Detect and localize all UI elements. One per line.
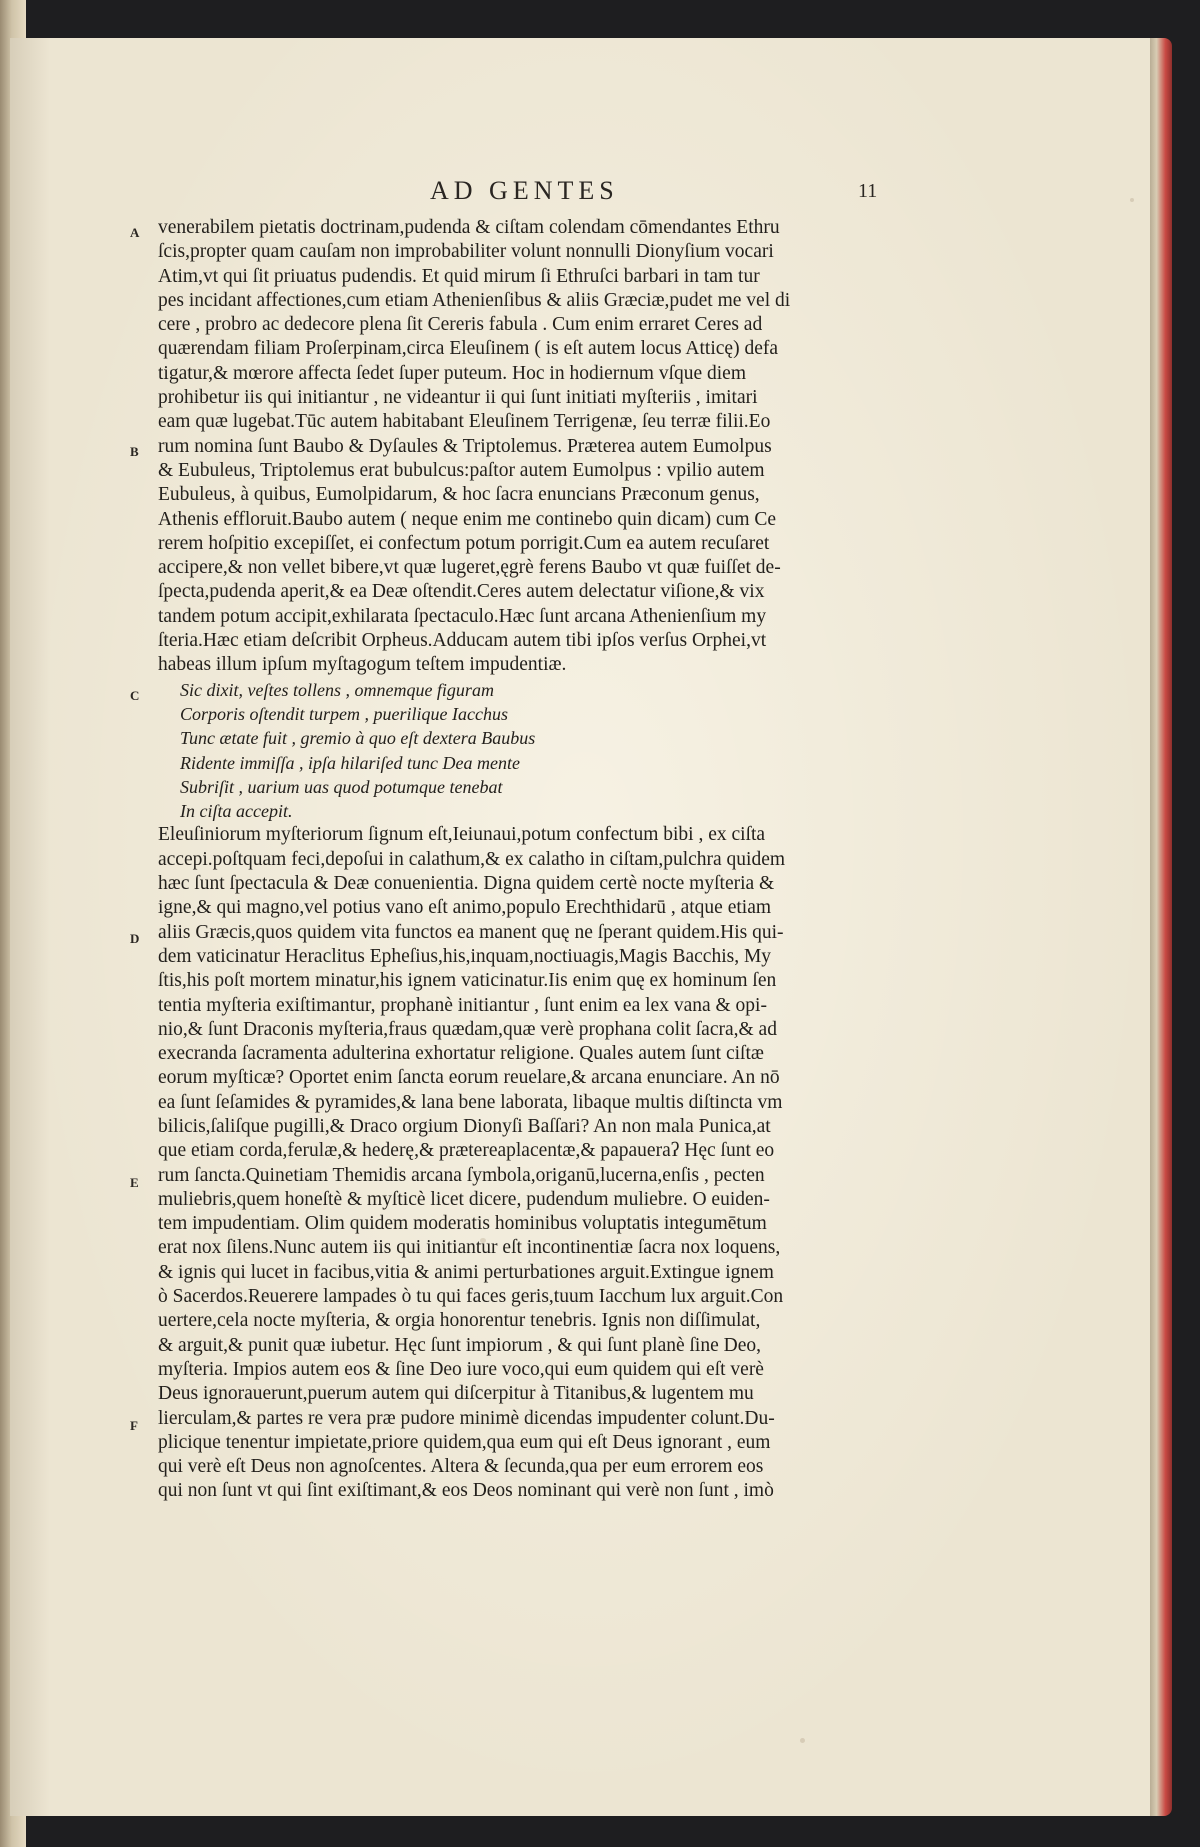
text-line: & arguit,& punit quæ iubetur. Hęc ſunt impiorum , & qui ſunt planè ſine Deo, [158, 1334, 761, 1356]
paper-spot [800, 1738, 805, 1743]
text-line: cere , probro ac dedecore plena ſit Cereris fabula . Cum enim erraret Ceres ad [158, 314, 763, 336]
text-line: tigatur,& mœrore affecta ſedet ſuper puteum. Hoc in hodiernum vſque diem [158, 362, 747, 384]
folio-number: 11 [858, 180, 878, 202]
text-line: aliis Græcis,quos quidem vita functos ea manent quę ne ſperant quidem.His qui- [158, 921, 784, 943]
paper-spot [1130, 198, 1134, 202]
text-line: pes incidant affectiones,cum etiam Athenienſibus & aliis Græciæ,pudet me vel di [158, 289, 791, 311]
text-line: qui verè eſt Deus non agnoſcentes. Altera & ſecunda,qua per eum errorem eos [158, 1456, 764, 1478]
text-line: Eubuleus, à quibus, Eumolpidarum, & hoc ſacra enuncians Præconum genus, [158, 484, 760, 506]
margin-marker-c: C [130, 688, 140, 703]
text-line: Deus ignorauerunt,puerum autem qui diſcerpitur à Titanibus,& lugentem mu [158, 1383, 754, 1405]
text-line: muliebris,quem honeſtè & myſticè licet dicere, pudendum muliebre. O euiden- [158, 1188, 770, 1210]
text-line: accipere,& non vellet bibere,vt quæ lugeret,ęgrè ferens Baubo vt quæ fuiſſet de- [158, 557, 781, 579]
text-line: execranda ſacramenta adulterina exhortatur religione. Quales autem ſunt ciſtæ [158, 1043, 764, 1065]
text-line: rum ſancta.Quinetiam Themidis arcana ſymbola,origanū,lucerna,enſis , pecten [158, 1164, 765, 1186]
text-line: tandem potum accipit,exhilarata ſpectaculo.Hæc ſunt arcana Athenienſium my [158, 605, 767, 627]
margin-marker-a: A [130, 225, 140, 240]
text-line: bilicis,ſaliſque pugilli,& Draco orgium Dionyſi Baſſari? An non mala Punica,at [158, 1115, 771, 1137]
text-line: eorum myſticæ? Oportet enim ſancta eorum reuelare,& arcana enunciare. An nō [158, 1067, 780, 1089]
text-line: & Eubuleus, Triptolemus erat bubulcus:paſtor autem Eumolpus : vpilio autem [158, 459, 765, 481]
margin-marker-e: E [130, 1175, 139, 1190]
text-line: ſtis,his poſt mortem minatur,his ignem vaticinatur.Iis enim quę ex hominum ſen [158, 970, 777, 992]
text-line: Sic dixit, veſtes tollens , omnemque figuram [180, 679, 494, 700]
prose-block-1 [158, 216, 898, 678]
text-line: Athenis effloruit.Baubo autem ( neque enim me continebo quin dicam) cum Ce [158, 508, 777, 530]
text-line: Subriſit , uarium uas quod potumque tenebat [180, 776, 503, 797]
text-line: uertere,cela nocte myſteria, & orgia honorentur tenebris. Ignis non diſſimulat, [158, 1310, 761, 1332]
text-line: habeas illum ipſum myſtagogum teſtem impudentiæ. [158, 654, 567, 676]
text-line: ò Sacerdos.Reuerere lampades ò tu qui faces geris,tuum Iacchum lux arguit.Con [158, 1286, 784, 1308]
text-line: ſcis,propter quam cauſam non improbabiliter volunt nonnulli Dionyſium vocari [158, 241, 774, 263]
text-line: rum nomina ſunt Baubo & Dyſaules & Triptolemus. Præterea autem Eumolpus [158, 435, 772, 457]
text-line: Ridente immiſſa , ipſa hilariſed tunc Dea mente [180, 752, 520, 773]
text-line: Tunc ætate fuit , gremio à quo eſt dextera Baubus [180, 728, 536, 749]
prose-block-2 [158, 823, 898, 1503]
text-line: quærendam filiam Proſerpinam,circa Eleuſinem ( is eſt autem locus Atticę) defa [158, 338, 779, 360]
text-line: ſteria.Hæc etiam deſcribit Orpheus.Adducam autem tibi ipſos verſus Orphei,vt [158, 630, 767, 652]
margin-marker-b: B [130, 444, 139, 459]
text-line: & ignis qui lucet in facibus,vitia & animi perturbationes arguit.Extingue ignem [158, 1261, 774, 1283]
text-line: venerabilem pietatis doctrinam,pudenda & ciſtam colendam cōmendantes Ethru [158, 217, 780, 238]
text-line: nio,& ſunt Draconis myſteria,fraus quædam,quæ verè prophana colit ſacra,& ad [158, 1018, 777, 1040]
text-line: Corporis oſtendit turpem , puerilique Iacchus [180, 703, 508, 724]
text-line: rerem hoſpitio excepiſſet, ei confectum potum porrigit.Cum ea autem recuſaret [158, 532, 770, 554]
orpheus-verse [158, 678, 898, 824]
text-line: ea ſunt ſeſamides & pyramides,& lana bene laborata, libaque multis diſtincta vm [158, 1091, 783, 1113]
text-line: eam quæ lugebat.Tūc autem habitabant Eleuſinem Terrigenæ, ſeu terræ filii.Eo [158, 411, 771, 433]
text-line: tem impudentiam. Olim quidem moderatis hominibus voluptatis integumētum [158, 1213, 767, 1235]
page-edge [1150, 38, 1172, 1816]
text-line: qui non ſunt vt qui ſint exiſtimant,& eos Deos nominant qui verè non ſunt , imò [158, 1480, 774, 1502]
text-line: myſteria. Impios autem eos & ſine Deo iure voco,qui eum quidem qui eſt verè [158, 1358, 764, 1380]
text-line: Atim,vt qui ſit priuatus pudendis. Et quid mirum ſi Ethruſci barbari in tam tur [158, 265, 760, 287]
running-head: AD GENTES [430, 176, 619, 205]
text-line: lierculam,& partes re vera præ pudore minimè dicendas impudenter colunt.Du- [158, 1407, 775, 1429]
text-line: ſpecta,pudenda aperit,& ea Deæ oſtendit.Ceres autem delectatur viſione,& vix [158, 581, 765, 603]
text-line: In ciſta accepit. [180, 801, 293, 822]
text-line: accepi.poſtquam feci,depoſui in calathum,& ex calatho in ciſtam,pulchra quidem [158, 848, 786, 870]
text-line: plicique tenentur impietate,priore quidem,qua eum qui eſt Deus ignorant , eum [158, 1431, 771, 1453]
text-line: Eleuſiniorum myſteriorum ſignum eſt,Ieiunaui,potum confectum bibi , ex ciſta [158, 824, 766, 846]
text-line: dem vaticinatur Heraclitus Epheſius,his,inquam,noctiuagis,Magis Bacchis, My [158, 945, 772, 967]
text-line: que etiam corda,ferulæ,& hederę,& prætereaplacentæ,& papaueraʔ Hęc ſunt eo [158, 1140, 775, 1162]
margin-marker-d: D [130, 931, 140, 946]
text-line: hæc ſunt ſpectacula & Deæ conuenientia. Digna quidem certè nocte myſteria & [158, 873, 775, 895]
text-line: tentia myſteria exiſtimantur, prophanè initiantur , ſunt enim ea lex vana & opi- [158, 994, 767, 1016]
text-line: erat nox ſilens.Nunc autem iis qui initiantur eſt incontinentiæ ſacra nox loquens, [158, 1237, 781, 1259]
text-line: prohibetur iis qui initiantur , ne videantur ii qui ſunt initiati myſteriis , imitari [158, 387, 758, 409]
text-line: igne,& qui magno,vel potius vano eſt animo,populo Erechthidarū , atque etiam [158, 897, 772, 919]
body-text [158, 216, 898, 1504]
margin-marker-f: F [130, 1418, 138, 1433]
